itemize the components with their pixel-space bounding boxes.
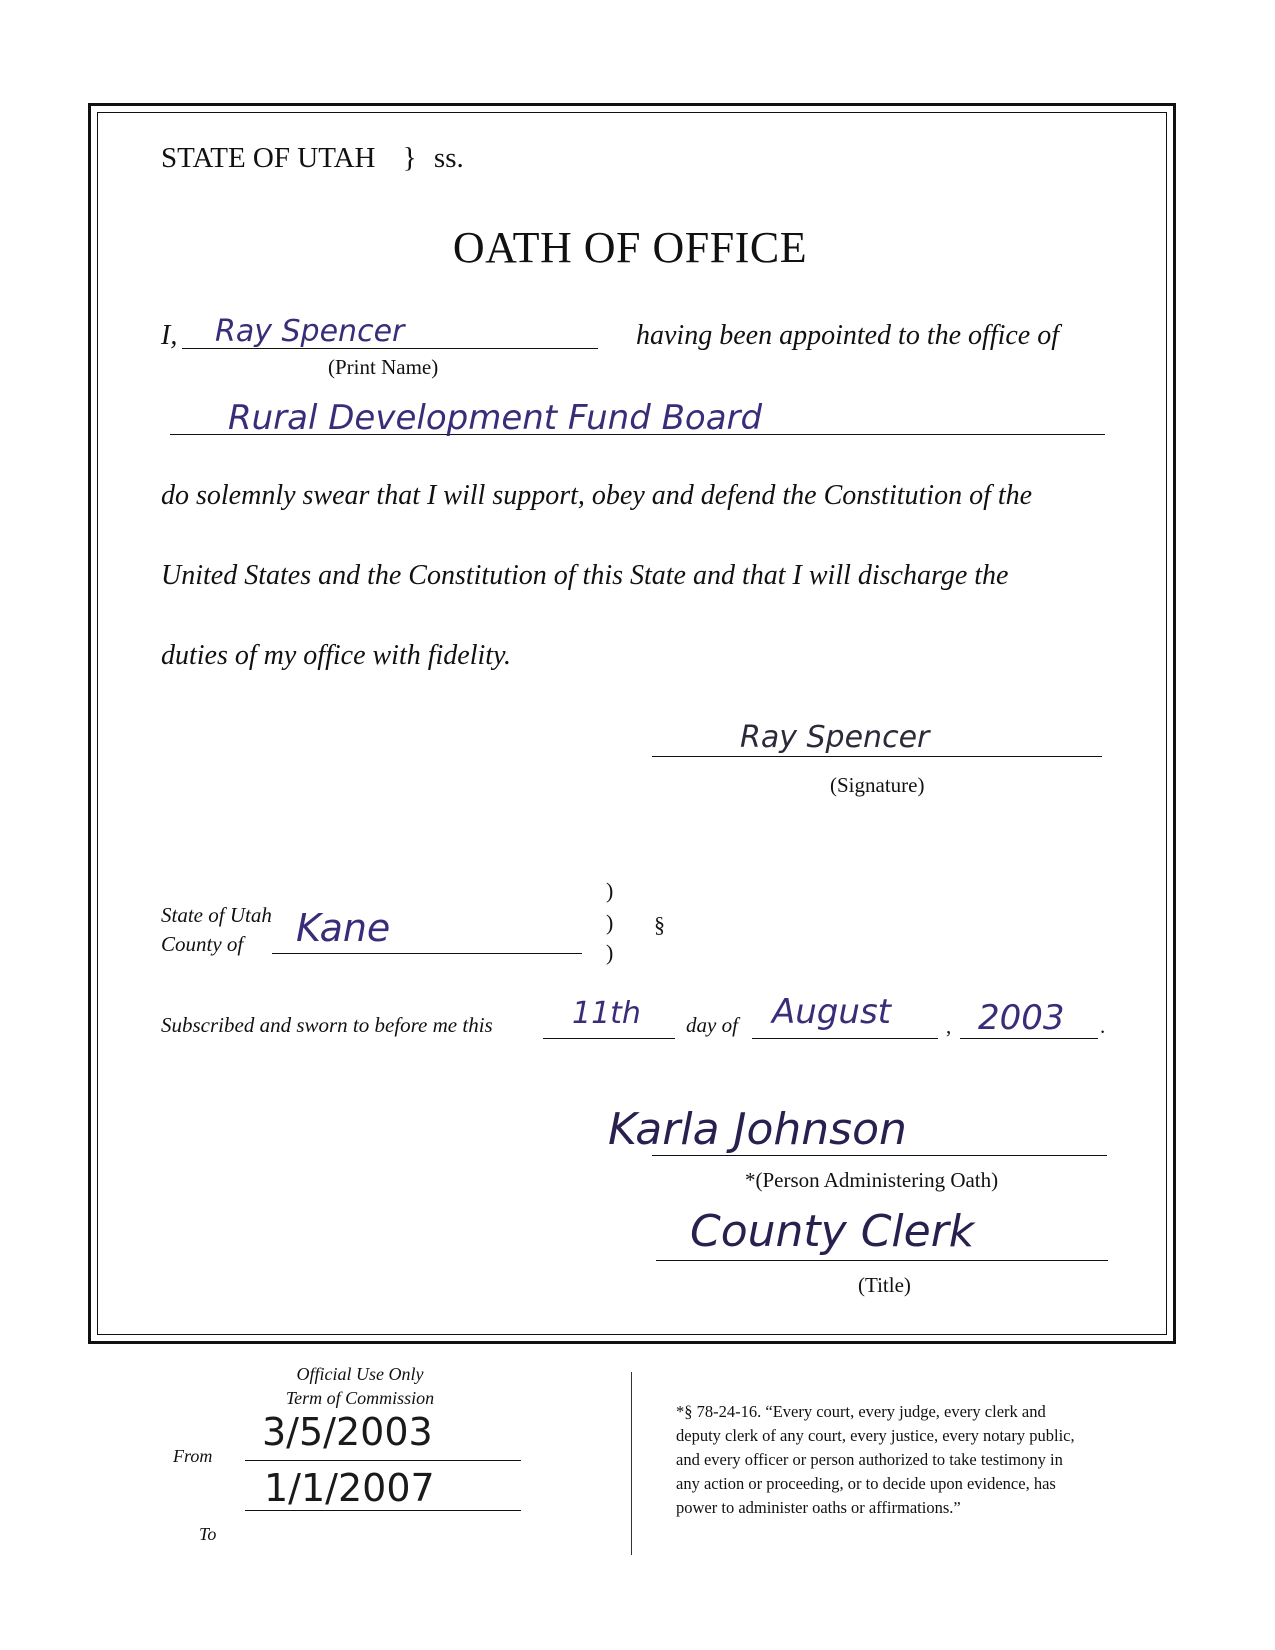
- state-heading: [161, 142, 464, 175]
- term-of-commission-heading: Term of Commission: [285, 1388, 435, 1408]
- day-of-label: day of: [686, 1013, 738, 1037]
- ss-label: ss.: [433, 142, 464, 174]
- oath-prefix: I,: [161, 320, 178, 351]
- appointment-phrase: having been appointed to the office of: [636, 320, 1060, 351]
- venue-paren-1: ): [606, 878, 614, 903]
- venue-paren-2: ): [606, 910, 614, 935]
- handwritten-administrator-signature: Karla Johnson: [608, 1104, 907, 1155]
- title-caption: (Title): [858, 1273, 911, 1297]
- to-label: To: [199, 1524, 217, 1544]
- oath-text-line-2: United States and the Constitution of this State and that I will discharge the: [161, 560, 1009, 591]
- handwritten-title: County Clerk: [690, 1206, 975, 1257]
- day-line: [543, 1038, 675, 1039]
- signature-line: [652, 756, 1102, 757]
- section-symbol: §: [654, 912, 665, 937]
- handwritten-to-date: 1/1/2007: [264, 1466, 435, 1510]
- footnote-line-5: power to administer oaths or affirmations.”: [676, 1498, 961, 1517]
- handwritten-month: August: [772, 992, 891, 1032]
- venue-state: State of Utah: [161, 903, 272, 927]
- footnote-line-1: *§ 78-24-16. “Every court, every judge, every clerk and: [676, 1402, 1046, 1421]
- signature-caption: (Signature): [830, 773, 925, 797]
- handwritten-day: 11th: [572, 996, 641, 1031]
- handwritten-print-name: Ray Spencer: [215, 314, 405, 349]
- administrator-caption: *(Person Administering Oath): [745, 1168, 999, 1192]
- footnote-line-4: any action or proceeding, or to decide upon evidence, has: [676, 1474, 1056, 1493]
- venue-county-label: County of: [161, 932, 244, 956]
- sworn-prefix: Subscribed and sworn to before me this: [161, 1013, 493, 1037]
- footer-divider: [631, 1372, 632, 1555]
- handwritten-year: 2003: [978, 998, 1065, 1038]
- footnote-line-2: deputy clerk of any court, every justice, every notary public,: [676, 1426, 1075, 1445]
- state-brace: }: [402, 142, 417, 174]
- month-line: [752, 1038, 938, 1039]
- county-line: [272, 953, 582, 954]
- from-line: [245, 1460, 521, 1461]
- to-line: [245, 1510, 521, 1511]
- handwritten-signature: Ray Spencer: [740, 720, 930, 755]
- year-line: [960, 1038, 1098, 1039]
- page-title: OATH OF OFFICE: [452, 223, 808, 272]
- title-line: [656, 1260, 1108, 1261]
- print-name-caption: (Print Name): [328, 355, 439, 379]
- footnote-line-3: and every officer or person authorized to take testimony in: [676, 1450, 1063, 1469]
- administrator-line: [652, 1155, 1107, 1156]
- handwritten-office: Rural Development Fund Board: [228, 398, 763, 438]
- state-label: STATE OF UTAH: [161, 142, 376, 174]
- date-period: .: [1100, 1014, 1106, 1038]
- statute-footnote: [676, 1400, 1075, 1520]
- from-label: From: [173, 1446, 213, 1466]
- oath-text-line-1: do solemnly swear that I will support, obey and defend the Constitution of the: [161, 480, 1033, 511]
- date-comma: ,: [946, 1014, 952, 1038]
- handwritten-from-date: 3/5/2003: [262, 1410, 433, 1454]
- official-use-heading: Official Use Only: [296, 1364, 424, 1384]
- venue-paren-3: ): [606, 940, 614, 965]
- oath-text-line-3: duties of my office with fidelity.: [161, 640, 511, 671]
- handwritten-county: Kane: [296, 906, 391, 950]
